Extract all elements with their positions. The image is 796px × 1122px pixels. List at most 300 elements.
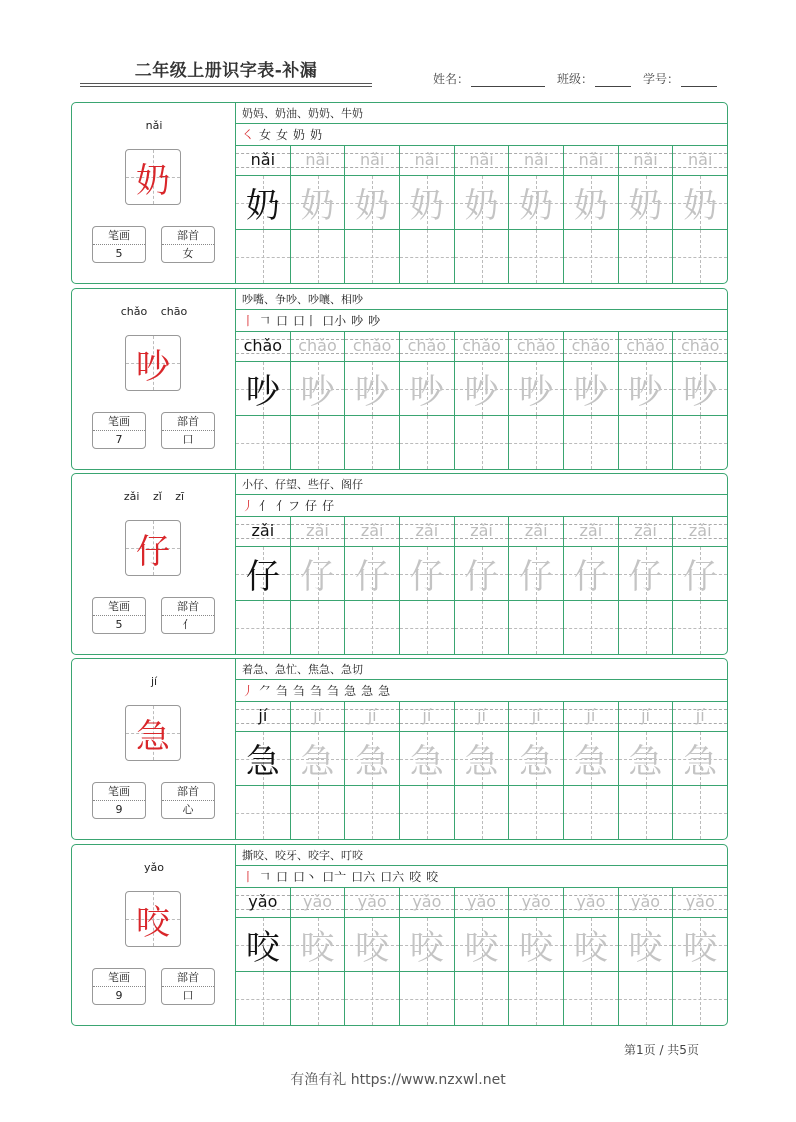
character-cell[interactable]	[236, 362, 290, 416]
practice-grid	[236, 517, 727, 654]
radical-box	[161, 782, 215, 819]
character-cell[interactable]	[619, 918, 673, 972]
pinyin-cell[interactable]	[400, 332, 454, 362]
practice-column	[455, 517, 510, 654]
character-cell[interactable]	[345, 176, 399, 230]
blank-writing-cell[interactable]	[236, 972, 290, 1025]
practice-column	[619, 888, 674, 1025]
practice-grid	[236, 332, 727, 469]
character-cell[interactable]	[509, 547, 563, 601]
stroke-step: 丨	[242, 870, 255, 884]
blank-writing-cell[interactable]	[673, 601, 727, 654]
character-trace: 吵	[355, 372, 390, 412]
stroke-count-label: 笔画	[93, 598, 145, 616]
pinyin-cell[interactable]	[345, 702, 399, 732]
character-cell[interactable]	[291, 547, 345, 601]
blank-writing-cell[interactable]	[509, 230, 563, 283]
class-label: 班级：	[557, 72, 594, 86]
example-words: 奶妈、奶油、奶奶、牛奶	[236, 103, 727, 124]
blank-writing-cell[interactable]	[455, 416, 509, 469]
blank-writing-cell[interactable]	[564, 230, 618, 283]
blank-writing-cell[interactable]	[619, 601, 673, 654]
character-cell[interactable]	[455, 176, 509, 230]
pinyin-model: chǎo	[243, 336, 283, 355]
pinyin-cell[interactable]	[455, 702, 509, 732]
character-card	[71, 102, 728, 284]
blank-writing-cell[interactable]	[619, 972, 673, 1025]
pinyin-trace: nǎi	[414, 150, 440, 169]
blank-writing-cell[interactable]	[455, 972, 509, 1025]
pinyin-cell[interactable]	[291, 146, 345, 176]
character-trace: 仔	[628, 557, 663, 597]
student-number-label: 学号：	[643, 72, 680, 86]
character-cell[interactable]	[236, 732, 290, 786]
stroke-step: 亻	[259, 499, 272, 513]
practice-column	[455, 702, 510, 839]
character-trace: 急	[573, 742, 608, 782]
pinyin-cell[interactable]	[400, 702, 454, 732]
practice-column	[509, 702, 564, 839]
stroke-count-value: 9	[115, 803, 123, 816]
pinyin-cell[interactable]	[673, 702, 727, 732]
pinyin-trace: jí	[641, 706, 650, 725]
pinyin-cell[interactable]	[345, 517, 399, 547]
pinyin-trace: yǎo	[576, 892, 606, 911]
character-trace: 咬	[409, 928, 444, 968]
pinyin-trace: jí	[367, 706, 377, 725]
pinyin-cell[interactable]	[455, 517, 509, 547]
example-words: 吵嘴、争吵、吵嚷、相吵	[236, 289, 727, 310]
pinyin-cell[interactable]	[345, 888, 399, 918]
blank-writing-cell[interactable]	[291, 416, 345, 469]
blank-writing-cell[interactable]	[400, 601, 454, 654]
character-trace: 急	[464, 742, 499, 782]
pinyin-cell[interactable]	[291, 702, 345, 732]
pinyin-cell[interactable]	[673, 332, 727, 362]
pinyin-trace: zǎi	[634, 521, 657, 540]
character-trace: 奶	[464, 186, 499, 226]
practice-column	[564, 517, 619, 654]
pinyin-cell[interactable]	[400, 888, 454, 918]
character-cell[interactable]	[345, 732, 399, 786]
pinyin-cell[interactable]	[619, 146, 673, 176]
blank-writing-cell[interactable]	[455, 601, 509, 654]
character-cell[interactable]	[564, 176, 618, 230]
radical-value: 亻	[182, 618, 194, 631]
stroke-step: 刍	[276, 684, 289, 698]
character-trace: 吵	[409, 372, 444, 412]
pinyin-cell[interactable]	[400, 517, 454, 547]
practice-column	[345, 146, 400, 283]
practice-column	[236, 888, 291, 1025]
blank-writing-cell[interactable]	[400, 416, 454, 469]
blank-writing-cell[interactable]	[673, 230, 727, 283]
character-display-box	[125, 335, 181, 391]
student-number-input-line[interactable]	[681, 73, 717, 87]
character-cell[interactable]	[236, 918, 290, 972]
pinyin-trace: chǎo	[680, 336, 720, 355]
pinyin-trace: chǎo	[352, 336, 392, 355]
character-info-panel	[72, 659, 236, 839]
blank-writing-cell[interactable]	[509, 416, 563, 469]
character-info-panel	[72, 845, 236, 1025]
practice-column	[345, 332, 400, 469]
blank-writing-cell[interactable]	[291, 230, 345, 283]
character-cell[interactable]	[345, 362, 399, 416]
character-trace: 吵	[683, 372, 718, 412]
character-trace: 吵	[628, 372, 663, 412]
radical-value: 女	[182, 247, 194, 260]
practice-column	[291, 332, 346, 469]
pinyin-cell[interactable]	[236, 332, 290, 362]
practice-column	[400, 146, 455, 283]
character-card	[71, 288, 728, 470]
practice-grid	[236, 702, 727, 839]
practice-panel	[236, 474, 727, 654]
stroke-step: 口	[276, 870, 289, 884]
practice-column	[291, 702, 346, 839]
character-info-panel	[72, 103, 236, 283]
pinyin-trace: zǎi	[470, 521, 493, 540]
blank-writing-cell[interactable]	[345, 972, 399, 1025]
character-cell[interactable]	[619, 732, 673, 786]
character-cell[interactable]	[673, 732, 727, 786]
blank-writing-cell[interactable]	[509, 786, 563, 839]
character-cell[interactable]	[509, 362, 563, 416]
character-cell[interactable]	[400, 176, 454, 230]
blank-writing-cell[interactable]	[509, 601, 563, 654]
pinyin-cell[interactable]	[673, 517, 727, 547]
character-trace: 仔	[409, 557, 444, 597]
character-card	[71, 658, 728, 840]
stroke-order-row	[236, 866, 727, 888]
stroke-count-label: 笔画	[93, 969, 145, 987]
stroke-count-label: 笔画	[93, 413, 145, 431]
stroke-step: 吵	[351, 314, 364, 328]
character-cell[interactable]	[345, 918, 399, 972]
blank-writing-cell[interactable]	[564, 786, 618, 839]
stroke-step: 急	[344, 684, 357, 698]
blank-writing-cell[interactable]	[236, 416, 290, 469]
character-trace: 咬	[300, 928, 335, 968]
practice-column	[291, 517, 346, 654]
stroke-step: 亻フ	[276, 499, 301, 513]
pinyin-header: nǎi	[145, 119, 163, 132]
stroke-step: 口六	[380, 870, 405, 884]
character-cell[interactable]	[236, 176, 290, 230]
practice-column	[236, 517, 291, 654]
pinyin-cell[interactable]	[619, 517, 673, 547]
pinyin-trace: yǎo	[302, 892, 333, 911]
character-cell[interactable]	[673, 547, 727, 601]
pinyin-cell[interactable]	[509, 146, 563, 176]
character-trace: 急	[519, 742, 554, 782]
character-trace: 仔	[464, 557, 499, 597]
pinyin-cell[interactable]	[236, 146, 290, 176]
character-cell[interactable]	[400, 362, 454, 416]
pinyin-cell[interactable]	[236, 888, 290, 918]
character-cell[interactable]	[564, 547, 618, 601]
blank-writing-cell[interactable]	[345, 416, 399, 469]
blank-writing-cell[interactable]	[564, 601, 618, 654]
pinyin-cell[interactable]	[291, 332, 345, 362]
stroke-count-value: 5	[115, 618, 123, 631]
pinyin-cell[interactable]	[564, 332, 618, 362]
practice-column	[345, 517, 400, 654]
character-model: 吵	[245, 372, 280, 412]
pinyin-cell[interactable]	[236, 517, 290, 547]
character-trace: 急	[355, 742, 390, 782]
blank-writing-cell[interactable]	[291, 972, 345, 1025]
blank-writing-cell[interactable]	[619, 786, 673, 839]
stroke-step: 口丶	[293, 870, 318, 884]
blank-writing-cell[interactable]	[400, 786, 454, 839]
pinyin-trace: yǎo	[412, 892, 442, 911]
character-trace: 奶	[519, 186, 554, 226]
character-cell[interactable]	[291, 176, 345, 230]
character-display-box	[125, 891, 181, 947]
radical-label: 部首	[162, 413, 214, 431]
stroke-step: 口丨	[293, 314, 318, 328]
blank-writing-cell[interactable]	[345, 230, 399, 283]
blank-writing-cell[interactable]	[345, 786, 399, 839]
pinyin-header: zǎi zǐ zī	[123, 490, 185, 503]
radical-label: 部首	[162, 227, 214, 245]
name-label: 姓名：	[433, 72, 470, 86]
character-cell[interactable]	[236, 547, 290, 601]
pinyin-cell[interactable]	[455, 888, 509, 918]
title-underline	[80, 83, 372, 84]
stroke-step: 急	[361, 684, 374, 698]
character-cell[interactable]	[455, 362, 509, 416]
pinyin-cell[interactable]	[345, 332, 399, 362]
pinyin-trace: nǎi	[524, 150, 549, 169]
character-cell[interactable]	[291, 918, 345, 972]
blank-writing-cell[interactable]	[673, 786, 727, 839]
pinyin-model: jí	[258, 706, 268, 725]
character-trace: 仔	[519, 557, 554, 597]
stroke-step: 𠃍	[259, 314, 272, 328]
character-cell[interactable]	[564, 732, 618, 786]
stroke-step: 口小	[322, 314, 347, 328]
stroke-step: ⺈	[259, 684, 272, 698]
stroke-step: 女	[259, 128, 272, 142]
character-cell[interactable]	[345, 547, 399, 601]
pinyin-trace: chǎo	[516, 336, 556, 355]
pinyin-trace: chǎo	[462, 336, 501, 355]
stroke-count-label: 笔画	[93, 783, 145, 801]
character-cell[interactable]	[673, 362, 727, 416]
blank-writing-cell[interactable]	[455, 230, 509, 283]
pinyin-trace: nǎi	[469, 150, 494, 169]
practice-column	[564, 146, 619, 283]
pinyin-cell[interactable]	[509, 888, 563, 918]
practice-column	[619, 332, 674, 469]
stroke-step: 口六	[351, 870, 376, 884]
pinyin-trace: zǎi	[688, 521, 712, 540]
pinyin-cell[interactable]	[673, 888, 727, 918]
character-cell[interactable]	[509, 732, 563, 786]
character-cell[interactable]	[400, 918, 454, 972]
character-info-panel	[72, 474, 236, 654]
pinyin-cell[interactable]	[291, 888, 345, 918]
stroke-count-value: 5	[115, 247, 123, 260]
radical-box	[161, 412, 215, 449]
blank-writing-cell[interactable]	[236, 230, 290, 283]
blank-writing-cell[interactable]	[509, 972, 563, 1025]
pinyin-trace: chǎo	[298, 336, 337, 355]
practice-column	[673, 517, 727, 654]
pinyin-trace: jí	[695, 706, 705, 725]
pinyin-cell[interactable]	[619, 888, 673, 918]
blank-writing-cell[interactable]	[673, 416, 727, 469]
pinyin-cell[interactable]	[509, 332, 563, 362]
pinyin-cell[interactable]	[455, 146, 509, 176]
character-cell[interactable]	[619, 176, 673, 230]
pinyin-trace: nǎi	[688, 150, 713, 169]
pinyin-cell[interactable]	[564, 888, 618, 918]
radical-label: 部首	[162, 969, 214, 987]
practice-column	[619, 702, 674, 839]
stroke-step: 口	[276, 314, 289, 328]
stroke-order-row	[236, 310, 727, 332]
character-cell[interactable]	[400, 547, 454, 601]
pinyin-cell[interactable]	[509, 517, 563, 547]
worksheet-header	[0, 0, 796, 100]
character-trace: 急	[628, 742, 663, 782]
pinyin-trace: yǎo	[631, 892, 661, 911]
character-trace: 吵	[519, 372, 554, 412]
stroke-count-box	[92, 782, 146, 819]
character-cell[interactable]	[673, 176, 727, 230]
character-cell[interactable]	[564, 918, 618, 972]
character-trace: 咬	[683, 928, 718, 968]
stroke-count-label: 笔画	[93, 227, 145, 245]
class-input-line[interactable]	[595, 73, 631, 87]
character-trace: 急	[300, 742, 335, 782]
stroke-step: 𠃍	[259, 870, 272, 884]
pinyin-cell[interactable]	[455, 332, 509, 362]
pinyin-cell[interactable]	[509, 702, 563, 732]
stroke-step: 奶	[310, 128, 323, 142]
character-cell[interactable]	[509, 176, 563, 230]
stroke-order-row	[236, 680, 727, 702]
practice-column	[236, 332, 291, 469]
pinyin-cell[interactable]	[400, 146, 454, 176]
blank-writing-cell[interactable]	[236, 786, 290, 839]
pinyin-cell[interactable]	[619, 332, 673, 362]
character-cell[interactable]	[619, 547, 673, 601]
character-trace: 奶	[573, 186, 608, 226]
character-trace: 咬	[628, 928, 663, 968]
pinyin-cell[interactable]	[564, 146, 618, 176]
blank-writing-cell[interactable]	[455, 786, 509, 839]
practice-column	[291, 888, 346, 1025]
pinyin-cell[interactable]	[564, 702, 618, 732]
character-cell[interactable]	[673, 918, 727, 972]
pinyin-cell[interactable]	[619, 702, 673, 732]
pinyin-trace: chǎo	[407, 336, 447, 355]
title-underline-double	[80, 86, 372, 87]
pinyin-header: chǎo chāo	[120, 305, 188, 318]
character-cell[interactable]	[564, 362, 618, 416]
blank-writing-cell[interactable]	[345, 601, 399, 654]
blank-writing-cell[interactable]	[564, 416, 618, 469]
character-cell[interactable]	[291, 362, 345, 416]
character-cell[interactable]	[455, 732, 509, 786]
pinyin-cell[interactable]	[291, 517, 345, 547]
radical-value: 口	[182, 433, 194, 446]
character-trace: 仔	[683, 557, 718, 597]
character-cell[interactable]	[400, 732, 454, 786]
radical-value: 心	[182, 803, 194, 816]
blank-writing-cell[interactable]	[673, 972, 727, 1025]
blank-writing-cell[interactable]	[400, 230, 454, 283]
character-cell[interactable]	[455, 547, 509, 601]
practice-column	[619, 146, 674, 283]
stroke-step: 咬	[426, 870, 439, 884]
practice-column	[564, 888, 619, 1025]
pinyin-trace: zǎi	[579, 521, 603, 540]
character-red: 仔	[136, 531, 170, 572]
character-trace: 仔	[300, 557, 335, 597]
character-display-box	[125, 149, 181, 205]
character-cell[interactable]	[455, 918, 509, 972]
pinyin-trace: nǎi	[633, 150, 658, 169]
practice-column	[455, 332, 510, 469]
name-input-line[interactable]	[471, 73, 545, 87]
pinyin-trace: chǎo	[626, 336, 665, 355]
character-trace: 咬	[519, 928, 554, 968]
practice-column	[400, 702, 455, 839]
radical-value: 口	[182, 989, 194, 1002]
character-trace: 仔	[573, 557, 608, 597]
radical-box	[161, 968, 215, 1005]
radical-label: 部首	[162, 783, 214, 801]
blank-writing-cell[interactable]	[564, 972, 618, 1025]
pinyin-cell[interactable]	[673, 146, 727, 176]
blank-writing-cell[interactable]	[619, 230, 673, 283]
character-model: 仔	[245, 557, 280, 597]
pinyin-trace: nǎi	[359, 150, 385, 169]
blank-writing-cell[interactable]	[236, 601, 290, 654]
pinyin-header: jí	[150, 675, 158, 688]
character-cell[interactable]	[509, 918, 563, 972]
pinyin-trace: zǎi	[415, 521, 439, 540]
pinyin-trace: yǎo	[685, 892, 715, 911]
stroke-step: 咬	[409, 870, 422, 884]
character-cell[interactable]	[291, 732, 345, 786]
pinyin-cell[interactable]	[564, 517, 618, 547]
blank-writing-cell[interactable]	[291, 786, 345, 839]
blank-writing-cell[interactable]	[619, 416, 673, 469]
stroke-step: 丨	[242, 314, 255, 328]
example-words: 小仔、仔望、些仔、阁仔	[236, 474, 727, 495]
stroke-step: 刍	[327, 684, 340, 698]
pinyin-cell[interactable]	[236, 702, 290, 732]
stroke-count-box	[92, 968, 146, 1005]
pinyin-model: nǎi	[250, 150, 276, 169]
character-cell[interactable]	[619, 362, 673, 416]
pinyin-model: zǎi	[251, 521, 275, 540]
stroke-step: ㇛	[242, 128, 255, 142]
pinyin-cell[interactable]	[345, 146, 399, 176]
blank-writing-cell[interactable]	[291, 601, 345, 654]
blank-writing-cell[interactable]	[400, 972, 454, 1025]
character-trace: 咬	[464, 928, 499, 968]
pinyin-trace: chǎo	[571, 336, 611, 355]
practice-panel	[236, 289, 727, 469]
